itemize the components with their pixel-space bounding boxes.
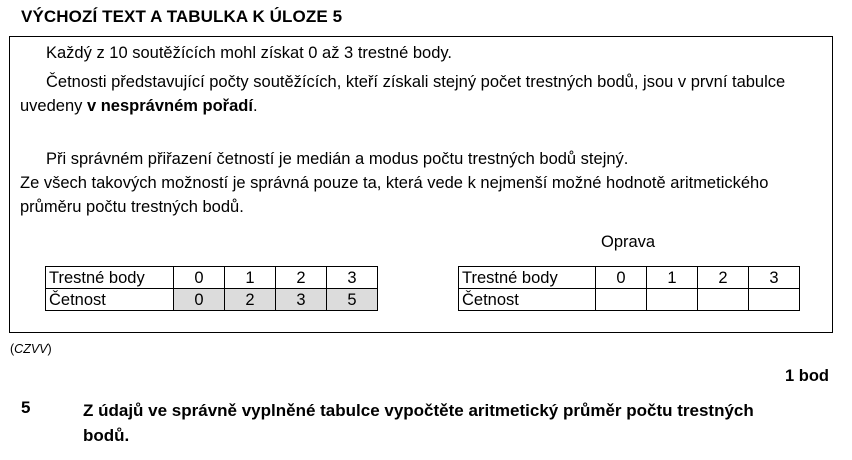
paragraph-frequencies bbox=[20, 70, 820, 118]
question-number: 5 bbox=[21, 398, 31, 417]
paragraph-frequencies-end: . bbox=[252, 97, 258, 115]
answer-cell[interactable] bbox=[698, 289, 749, 311]
table-row bbox=[459, 267, 800, 289]
table-cell: 3 bbox=[749, 267, 800, 289]
answer-cell[interactable] bbox=[647, 289, 698, 311]
wrong-order-table bbox=[45, 266, 378, 311]
table-cell: 0 bbox=[174, 289, 225, 311]
table-cell: 1 bbox=[647, 267, 698, 289]
table-cell: 3 bbox=[276, 289, 327, 311]
table-cell: 3 bbox=[327, 267, 378, 289]
row-label-frequency: Četnost bbox=[46, 289, 174, 311]
table-row bbox=[459, 289, 800, 311]
table-cell: 2 bbox=[225, 289, 276, 311]
table-row bbox=[46, 267, 378, 289]
question-text: Z údajů ve správně vyplněné tabulce vypočtěte aritmetický průměr počtu trestných bodů. bbox=[83, 401, 754, 445]
section-heading: VÝCHOZÍ TEXT A TABULKA K ÚLOZE 5 bbox=[21, 7, 343, 26]
row-label-penalty-points: Trestné body bbox=[459, 267, 596, 289]
source-abbrev: CZVV bbox=[14, 342, 48, 356]
correction-table bbox=[458, 266, 800, 311]
paragraph-smallest-mean: Ze všech takových možností je správná pouze ta, která vede k nejmenší možné hodnotě aritmetického průměru počtu trestných bodů. bbox=[20, 174, 769, 216]
table-row bbox=[46, 289, 378, 311]
source-text-box bbox=[9, 36, 833, 333]
points-label: 1 bod bbox=[785, 367, 829, 385]
table-cell: 0 bbox=[174, 267, 225, 289]
answer-cell[interactable] bbox=[596, 289, 647, 311]
table-cell: 2 bbox=[276, 267, 327, 289]
row-label-frequency: Četnost bbox=[459, 289, 596, 311]
paragraph-frequencies-text: Četnosti představující počty soutěžících, kteří získali stejný počet trestných bodů, jsou v první tabulce uvedeny bbox=[20, 73, 786, 115]
table-cell: 2 bbox=[698, 267, 749, 289]
wrong-order-emphasis: v nesprávném pořadí bbox=[86, 97, 253, 115]
correction-caption: Oprava bbox=[601, 233, 656, 251]
paragraph-contestants: Každý z 10 soutěžících mohl získat 0 až 3 trestné body. bbox=[46, 44, 452, 62]
row-label-penalty-points: Trestné body bbox=[46, 267, 174, 289]
paragraph-median-mode: Při správném přiřazení četností je medián a modus počtu trestných bodů stejný. bbox=[46, 150, 629, 168]
table-cell: 0 bbox=[596, 267, 647, 289]
source-note: (CZVV) bbox=[10, 342, 52, 356]
answer-cell[interactable] bbox=[749, 289, 800, 311]
table-cell: 5 bbox=[327, 289, 378, 311]
table-cell: 1 bbox=[225, 267, 276, 289]
